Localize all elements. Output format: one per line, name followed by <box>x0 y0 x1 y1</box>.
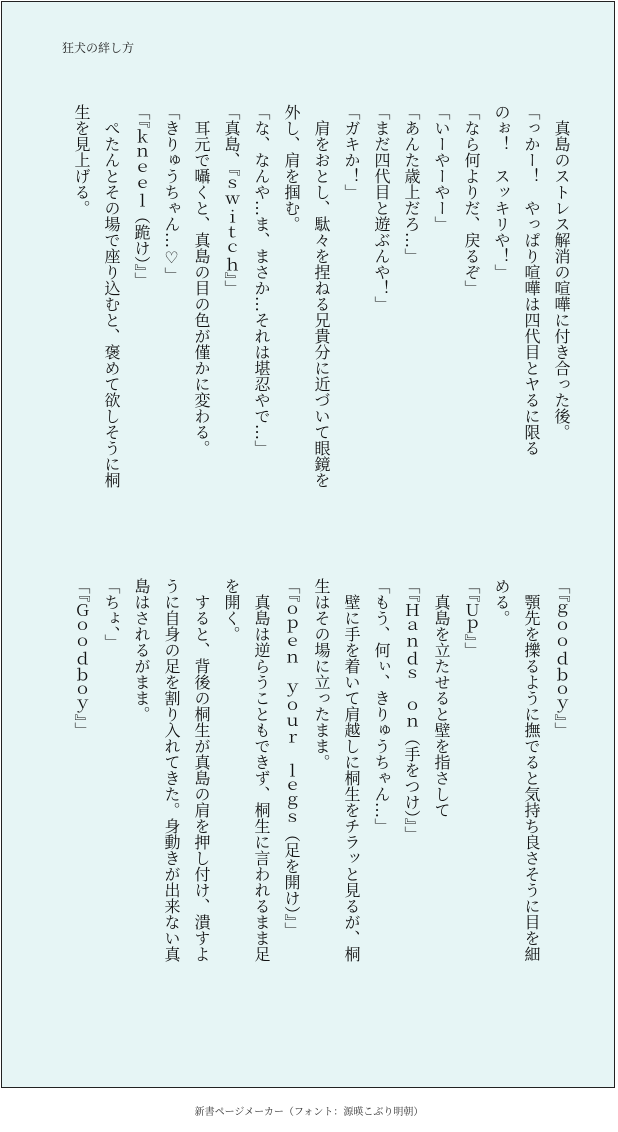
text-line: 「『Ｇｏｏｄｂｏｙ』」 <box>72 578 91 738</box>
text-column-top <box>66 104 576 524</box>
text-line: 「『Ｕｐ』」 <box>462 578 481 658</box>
text-line: ぺたんとその場で座り込むと、褒めて欲しそうに桐 <box>102 104 121 488</box>
text-line: 「『ｇｏｏｄｂｏｙ』」 <box>552 578 571 738</box>
text-line: 「『Ｈａｎｄｓ ｏｎ（手をつけ）』」 <box>402 578 421 842</box>
text-line: 「いーやーやー」 <box>432 104 451 232</box>
text-line: 「もう、何ぃ、きりゅうちゃん…」 <box>372 578 391 834</box>
text-line: 顎先を擽るように撫でると気持ち良さそうに目を細 <box>522 578 541 962</box>
text-line: すると、背後の桐生が真島の肩を押し付け、潰すよ <box>192 578 211 962</box>
manuscript-page <box>1 1 615 1088</box>
text-line: を開く。 <box>222 578 241 642</box>
footer-caption: 新書ページメーカー（フォント：源暎こぶり明朝） <box>194 1107 424 1118</box>
text-line: 「まだ四代目と遊ぶんや！」 <box>372 104 391 312</box>
text-line: 壁に手を着いて肩越しに桐生をチラッと見るが、桐 <box>342 578 361 962</box>
text-line: 島はされるがまま。 <box>132 578 151 722</box>
text-line: 生はその場に立ったまま。 <box>312 578 331 770</box>
text-line: 「『ｋｎｅｅｌ（跪け）』」 <box>132 104 151 288</box>
text-line: うに自身の足を割り入れてきた。身動きが出来ない真 <box>162 578 181 962</box>
text-line: 「ガキか！」 <box>342 104 361 200</box>
text-line: 「なら何よりだ、戻るぞ」 <box>462 104 481 296</box>
text-column-bottom <box>66 578 576 998</box>
text-line: のぉ！ スッキリや！」 <box>492 104 511 280</box>
text-line: 真島は逆らうこともできず、桐生に言われるまま足 <box>252 578 271 962</box>
text-line: 真島のストレス解消の喧嘩に付き合った後。 <box>552 104 571 440</box>
text-line: 「ちょ、」 <box>102 578 121 650</box>
text-line: める。 <box>492 578 511 626</box>
page-title: 狂犬の絆し方 <box>62 41 135 55</box>
text-line: 「『ｏｐｅｎ ｙｏｕｒ ｌｅｇｓ（足を開け）』」 <box>282 578 301 938</box>
text-line: 耳元で囁くと、真島の目の色が僅かに変わる。 <box>192 104 211 456</box>
text-line: 「な、なんや…ま、まさか…それは堪忍やで…」 <box>252 104 271 456</box>
text-line: 「あんた歳上だろ…」 <box>402 104 421 264</box>
text-line: 「っかー！ やっぱり喧嘩は四代目とヤるに限る <box>522 104 541 456</box>
text-line: 「真島、『ｓｗｉｔｃｈ』」 <box>222 104 241 296</box>
text-line: 肩をおとし、駄々を捏ねる兄貴分に近づいて眼鏡を <box>312 104 331 488</box>
text-line: 真島を立たせると壁を指さして <box>432 578 451 818</box>
text-line: 「きりゅうちゃん…♡」 <box>162 104 181 283</box>
text-line: 外し、肩を掴む。 <box>282 104 301 232</box>
text-line: 生を見上げる。 <box>72 104 91 216</box>
